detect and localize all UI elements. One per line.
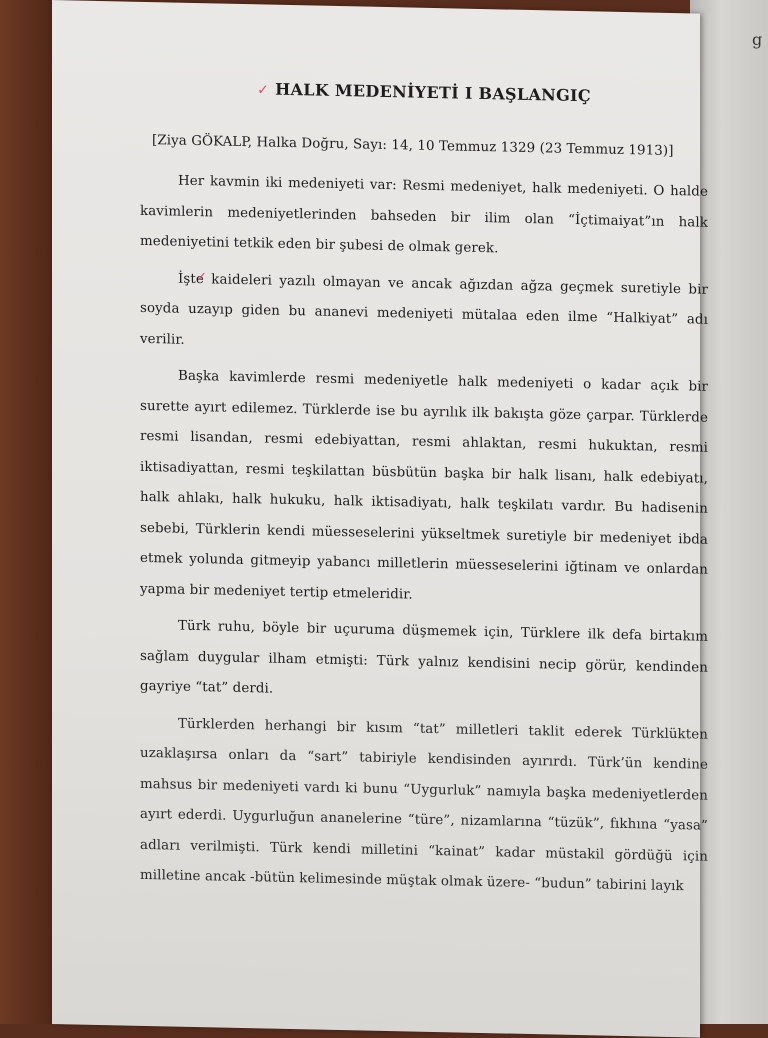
paragraph-1: Her kavmin iki medeniyeti var: Resmi medeniyet, halk medeniyeti. O halde kavimlerin medeniyetlerinden bahseden bir ilim olan “İçtimaiyat”ın halk medeniyetini tetkik eden bir şubesi de olmak gerek. <box>140 173 708 257</box>
paragraph-2: ✓ İşte kaideleri yazılı olmayan ve ancak ağızdan ağza geçmek suretiyle bir soyda uzayıp giden bu ananevi medeniyeti mütalaa eden ilme “Halkiyat” adı verilir. <box>140 263 708 366</box>
paragraph-4: Türk ruhu, böyle bir uçuruma düşmemek için, Türklere ilk defa birtakım sağlam duygular ilham etmişti: Türk yalnız kendisini necip görür, kendinden gayriye “tat” derdi. <box>140 618 708 697</box>
table-surface <box>0 0 60 1024</box>
page-title <box>140 72 708 115</box>
checkmark-icon: ✓ <box>257 82 270 99</box>
title-text: HALK MEDENİYETİ I BAŞLANGIÇ <box>275 79 591 106</box>
page-content <box>140 72 708 909</box>
paragraph-5: Türklerden herhangi bir kısım “tat” milletleri taklit ederek Türklükten uzaklaşırsa onları da “sart” tabiriyle kendisinden ayırırdı. Türk’ün kendine mahsus bir medeniyeti vardı ki bunu “Uygurluk” namıyla başka medeniyetlerden ayırt ederdi. Uygurluğun ananelerine “türe”, nizamlarına “tüzük”, fıkhına “yasa” adları verilmişti. Türk kendi milletini “kainat” kadar müstakil gördüğü için milletine ancak -bütün kelimesinde müştak olmak üzere- “budun” tabirini layık <box>140 716 708 895</box>
book-page <box>52 0 708 1038</box>
source-citation: [Ziya GÖKALP, Halka Doğru, Sayı: 14, 10 Temmuz 1329 (23 Temmuz 1913)] <box>152 132 674 159</box>
paragraph-3: Başka kavimlerde resmi medeniyetle halk medeniyeti o kadar açık bir surette ayırt edilemez. Türklerde ise bu ayrılık ilk bakışta göze çarpar. Türklerde resmi lisandan, resmi edebiyattan, resmi ahlaktan, resmi hukuktan, resmi iktisadiyattan, resmi teşkilattan büsbütün başka bir halk lisanı, halk edebiyatı, halk ahlakı, halk hukuku, halk iktisadiyatı, halk teşkilatı vardır. Bu hadisenin sebebi, Türklerin kendi müesseselerini yükseltmek suretiyle bir medeniyet ibda etmek yolunda gitmeyip yabancı milletlerin müesseselerini iğtinam ve onlardan yapma bir medeniyet tertip etmeleridir. <box>140 368 708 603</box>
adjacent-page-letter: g <box>752 30 763 49</box>
